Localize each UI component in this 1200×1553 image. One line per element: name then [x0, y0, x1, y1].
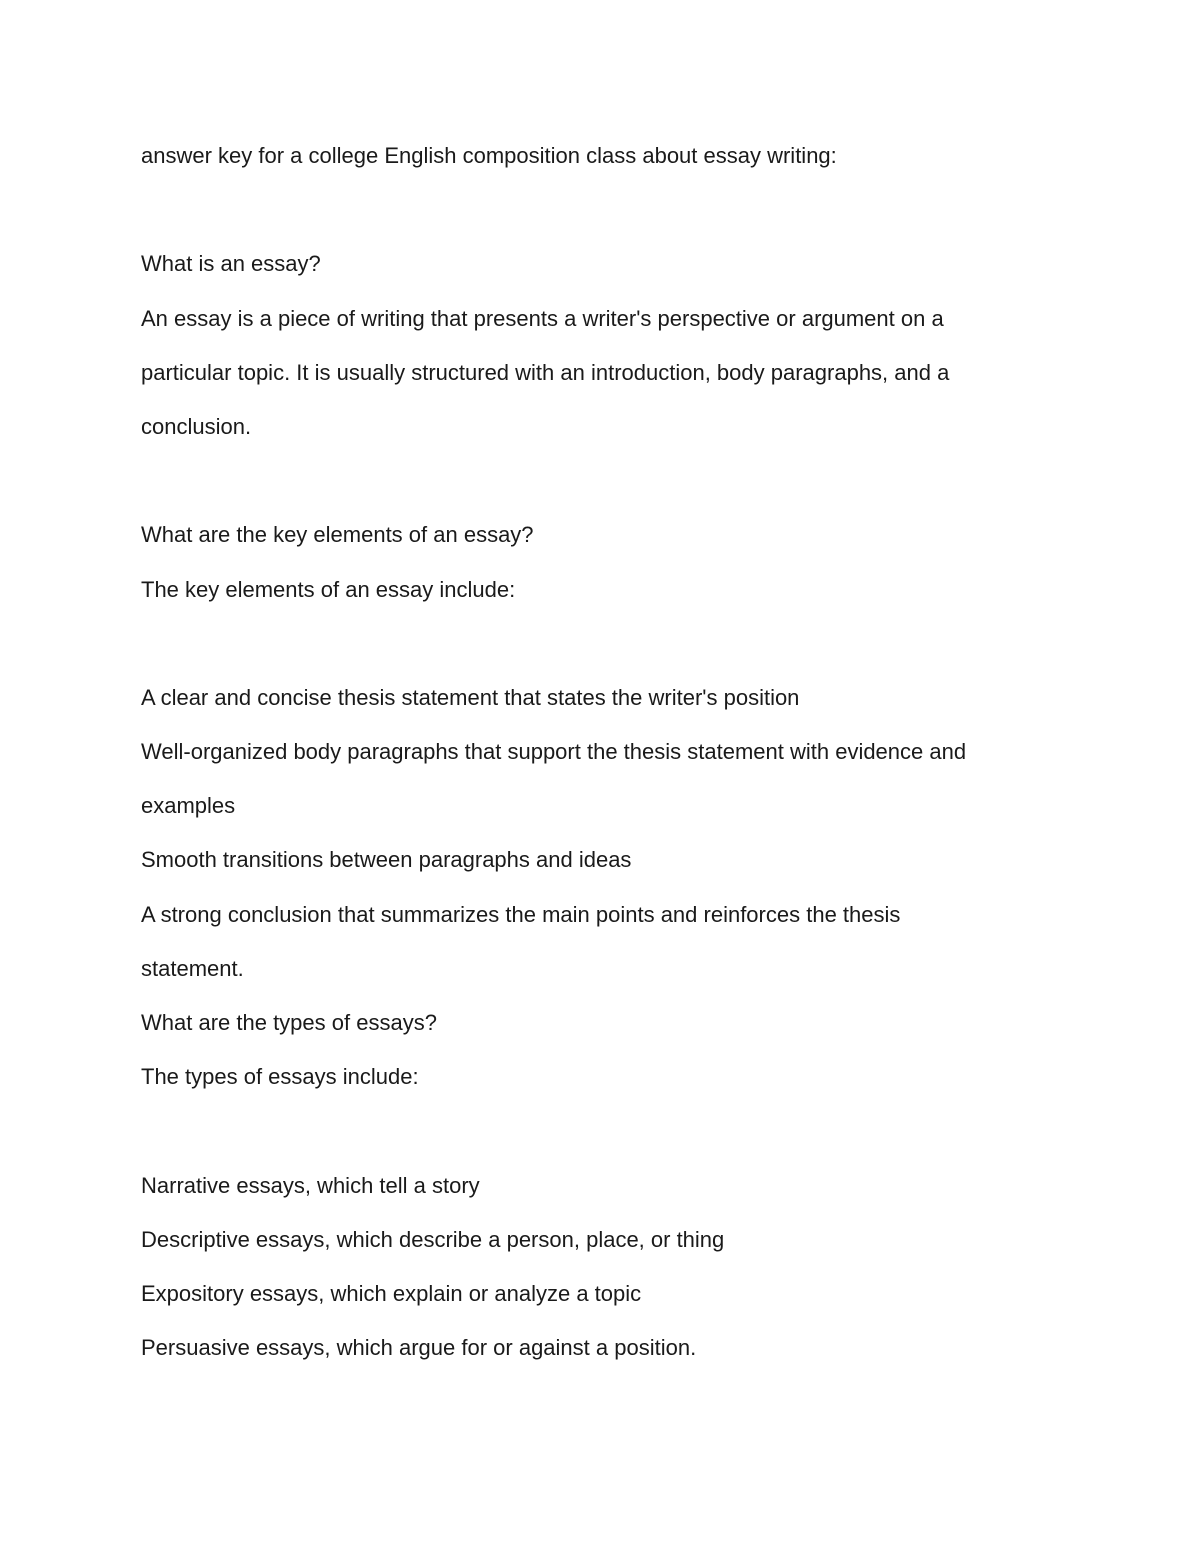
- answer-2-lead: The key elements of an essay include:: [141, 576, 516, 602]
- spacer: [141, 627, 1041, 681]
- key-element-item: Smooth transitions between paragraphs and ideas: [141, 847, 632, 873]
- intro-text: answer key for a college English composition class about essay writing:: [141, 143, 837, 168]
- question-3: What are the types of essays?: [141, 1010, 437, 1035]
- answer-3-lead: The types of essays include:: [141, 1064, 419, 1090]
- essay-type-item: Expository essays, which explain or analyze a topic: [141, 1280, 642, 1306]
- key-element-item: A clear and concise thesis statement that states the writer's position: [141, 684, 800, 710]
- essay-type-item: Descriptive essays, which describe a person, place, or thing: [141, 1226, 725, 1252]
- key-element-item: examples: [141, 793, 236, 819]
- essay-type-item: Narrative essays, which tell a story: [141, 1172, 480, 1198]
- answer-1-line: An essay is a piece of writing that presents a writer's perspective or argument on a: [141, 305, 944, 331]
- essay-type-item: Persuasive essays, which argue for or against a position.: [141, 1335, 697, 1361]
- spacer: [141, 193, 1041, 247]
- key-element-item: statement.: [141, 955, 244, 981]
- question-1: What is an essay?: [141, 251, 321, 277]
- key-element-item: A strong conclusion that summarizes the main points and reinforces the thesis: [141, 901, 901, 927]
- question-2: What are the key elements of an essay?: [141, 522, 534, 548]
- answer-1-line: conclusion.: [141, 413, 252, 439]
- key-element-item: Well-organized body paragraphs that support the thesis statement with evidence and: [141, 739, 967, 765]
- document-body: [141, 139, 1041, 1385]
- spacer: [141, 464, 1041, 518]
- answer-1-line: particular topic. It is usually structured with an introduction, body paragraphs, and a: [141, 359, 950, 385]
- spacer: [141, 1114, 1041, 1168]
